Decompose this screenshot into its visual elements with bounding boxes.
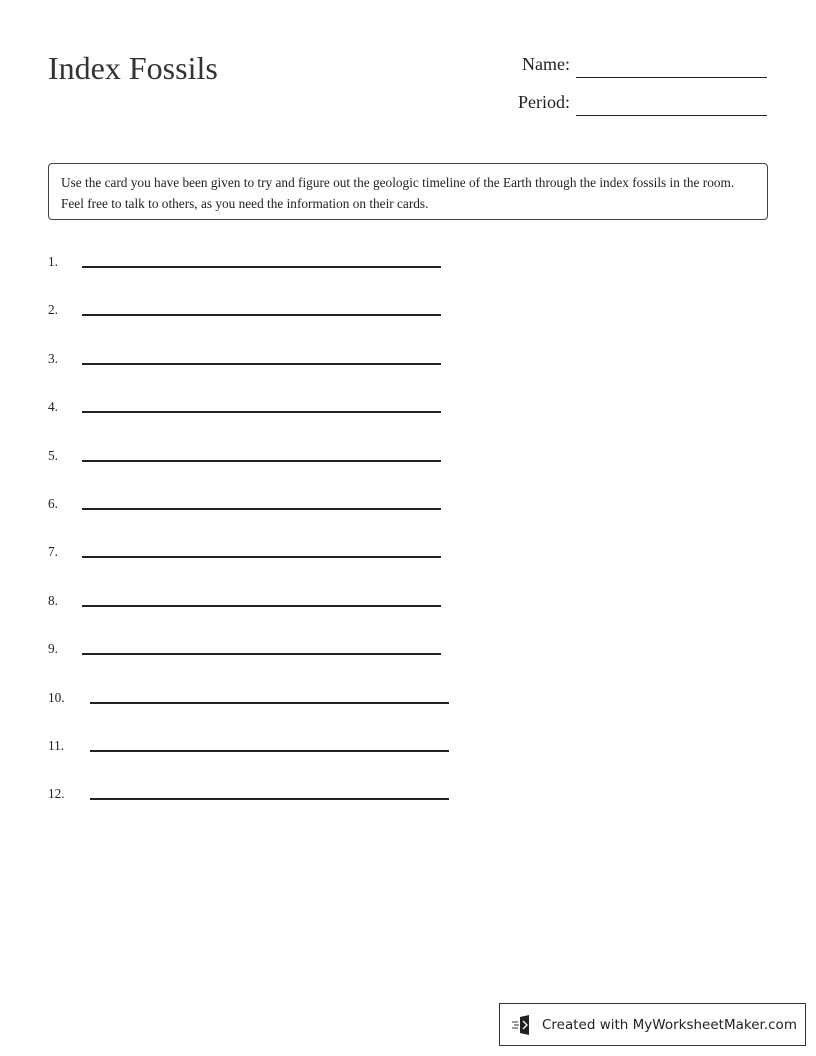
question-number: 5. [48, 447, 58, 463]
period-field[interactable] [576, 115, 767, 116]
question-item [48, 399, 468, 429]
answer-line[interactable] [82, 314, 441, 316]
question-number: 11. [48, 738, 65, 753]
answer-line[interactable] [82, 556, 441, 558]
question-item [48, 738, 468, 768]
answer-line[interactable] [82, 605, 441, 607]
question-item [48, 690, 468, 720]
name-field[interactable] [576, 77, 767, 78]
answer-line[interactable] [82, 266, 441, 268]
question-item [48, 496, 468, 526]
answer-line[interactable] [82, 508, 441, 510]
worksheet-logo-icon [512, 1014, 534, 1036]
worksheet-title: Index Fossils [48, 50, 218, 86]
answer-line[interactable] [90, 702, 449, 704]
question-number: 1. [48, 254, 58, 269]
footer-text: Created with MyWorksheetMaker.com [542, 1016, 797, 1033]
question-number: 6. [48, 496, 58, 511]
question-item [48, 786, 468, 816]
question-item [48, 351, 468, 381]
question-number: 2. [48, 302, 58, 318]
question-number: 9. [48, 641, 58, 657]
period-label: Period: [518, 92, 570, 112]
question-item [48, 641, 468, 671]
question-number: 4. [48, 399, 58, 415]
answer-line[interactable] [90, 750, 449, 752]
instructions-box: Use the card you have been given to try and figure out the geologic timeline of the Earth through the index fossils in the room. Feel free to talk to others, as you need the information on their cards. [48, 163, 768, 220]
question-item [48, 448, 468, 478]
answer-line[interactable] [82, 460, 441, 462]
answer-line[interactable] [82, 411, 441, 413]
answer-line[interactable] [90, 798, 449, 800]
question-number: 10. [48, 689, 65, 705]
question-number: 7. [48, 544, 58, 560]
answer-line[interactable] [82, 363, 441, 365]
name-label: Name: [522, 54, 570, 74]
question-item [48, 254, 468, 284]
question-number: 8. [48, 592, 58, 608]
question-number: 12. [48, 786, 65, 802]
answer-line[interactable] [82, 653, 441, 655]
question-item [48, 593, 468, 623]
question-item [48, 302, 468, 332]
footer-badge [499, 1003, 806, 1046]
question-number: 3. [48, 350, 58, 366]
question-item [48, 544, 468, 574]
